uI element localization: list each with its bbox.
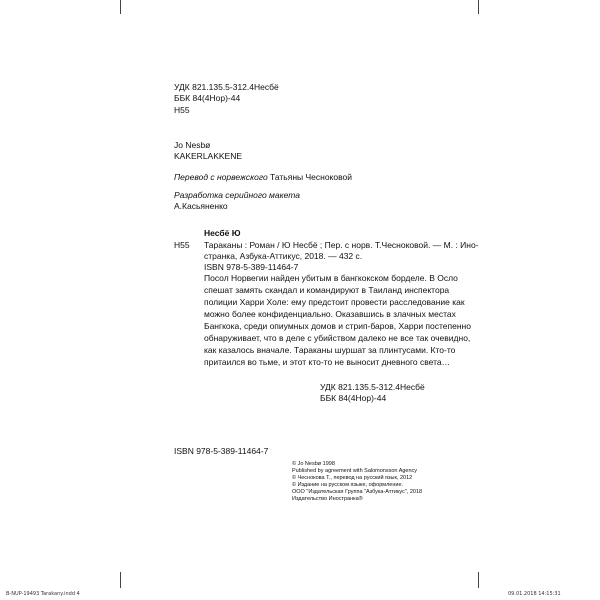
translator-name: Татьяны Чесноковой [270, 172, 352, 182]
abstract-line: можно более конфиденциально. Оказавшись в злачных местах [204, 309, 456, 319]
slug-left: B-NUP-19493 Tarakany.indd 4 [6, 591, 80, 597]
bottom-isbn: ISBN 978-5-389-11464-7 [174, 446, 269, 456]
series-designer: А.Касьяненко [174, 201, 228, 211]
crop-mark-bottom-right [478, 572, 479, 588]
header-udk: УДК 821.135.5-312.4Несбё [174, 82, 279, 92]
original-author: Jo Nesbø [174, 140, 211, 150]
abstract-line: обнаруживает, что в деле с убийством далеко не все так очевидно, [204, 333, 471, 343]
translation-line [174, 172, 352, 182]
slug-right: 09.01.2018 14:15:31 [508, 591, 561, 597]
copyright-block [292, 461, 422, 503]
catalog-code: Н55 [174, 240, 190, 250]
catalog-desc-1: Тараканы : Роман / Ю Несбё ; Пер. с норв. Т.Чесноковой. — М. : Ино- [204, 240, 479, 250]
header-bbk: ББК 84(4Нор)-44 [174, 93, 241, 103]
crop-mark-bottom-left [120, 572, 121, 588]
abstract-line: притаился во тьме, и этот кто-то не выносит дневного света… [204, 357, 451, 367]
copyright-line: ООО "Издательская Группа "Азбука-Аттикус", 2018 [292, 489, 423, 495]
original-title: KAKERLAKKENE [174, 151, 243, 161]
copyright-line: © Чеснокова Т., перевод на русский язык, 2012 [292, 475, 413, 481]
copyright-line: © Jo Nesbø 1998 [292, 461, 335, 467]
catalog-desc-2: странка, Азбука-Аттикус, 2018. — 432 с. [204, 251, 363, 261]
abstract-line: Посол Норвегии найден убитым в бангкокском борделе. В Осло [204, 273, 458, 283]
crop-mark-top-right [478, 0, 479, 14]
footer-udk: УДК 821.135.5-312.4Несбё [320, 382, 425, 392]
abstract [204, 272, 471, 368]
abstract-line: спешат замять скандал и командируют в Таиланд инспектора [204, 285, 450, 295]
header-code: Н55 [174, 105, 190, 115]
series-design-label: Разработка серийного макета [174, 190, 300, 200]
abstract-line: как казалось вначале. Тараканы шуршат за плинтусами. Кто-то [204, 345, 456, 355]
catalog-author: Несбё Ю [204, 228, 241, 238]
catalog-isbn: ISBN 978-5-389-11464-7 [204, 262, 299, 272]
footer-bbk: ББК 84(4Нор)-44 [320, 393, 387, 403]
crop-mark-top-left [120, 0, 121, 14]
abstract-line: Бангкока, среди опиумных домов и стрип-баров, Харри постепенно [204, 321, 471, 331]
translation-prefix: Перевод с норвежского [174, 172, 268, 182]
copyright-line: Published by agreement with Salomonsson Agency [292, 468, 418, 474]
copyright-line: Издательство Иностранка® [292, 496, 363, 502]
abstract-line: полиции Харри Холе: ему предстоит провести расследование как [204, 297, 465, 307]
copyright-line: © Издание на русском языке, оформление. [292, 482, 404, 488]
